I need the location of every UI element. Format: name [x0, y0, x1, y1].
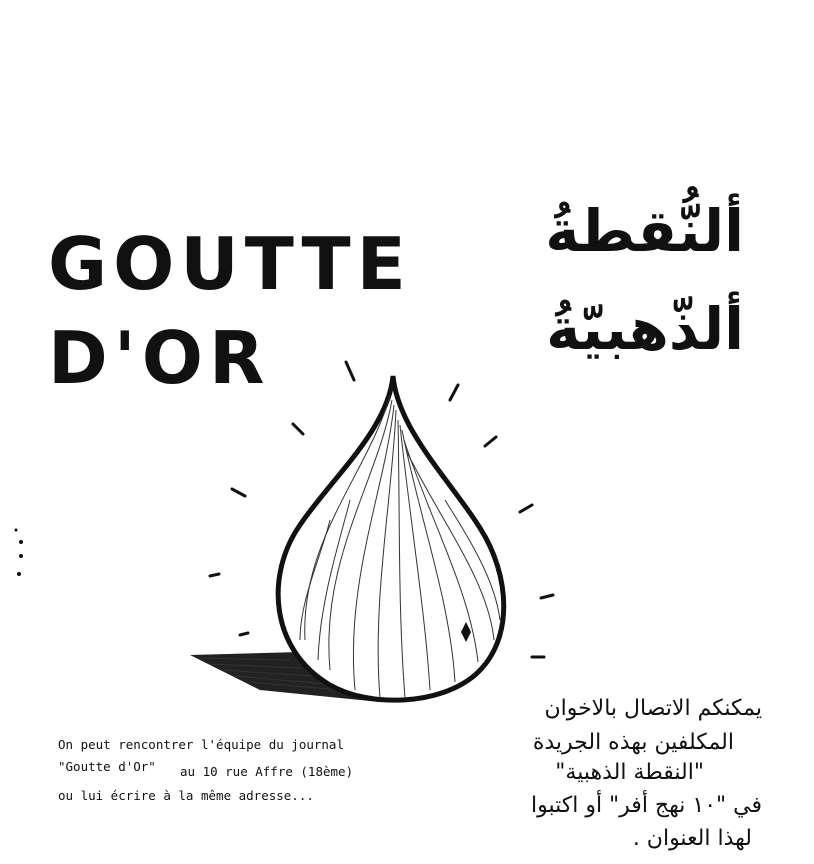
title-french-line1: GOUTTE [48, 222, 412, 306]
title-french-line2: D'OR [48, 316, 271, 400]
french-notice-line3: ou lui écrire à la même adresse... [58, 788, 314, 803]
arabic-notice-line4: في "١٠ نهج أفر" أو اكتبوا [530, 793, 762, 818]
french-notice-line2-name: "Goutte d'Or" [58, 759, 156, 774]
title-arabic-line1: ألنُّقطةُ [545, 197, 744, 265]
margin-dots [15, 529, 24, 577]
title-arabic-line2: ألذّهبيّةُ [546, 295, 744, 363]
arabic-notice-line1: يمكنكم الاتصال بالاخوان [544, 696, 762, 721]
arabic-notice-line5: لهذا العنوان . [632, 826, 752, 851]
french-notice-line2-address: au 10 rue Affre (18ème) [180, 764, 354, 779]
arabic-notice-line2: المكلفين بهذه الجريدة [532, 730, 734, 755]
french-notice-line1: On peut rencontrer l'équipe du journal [58, 737, 344, 752]
arabic-notice-line3: "النقطة الذهبية" [555, 760, 704, 785]
